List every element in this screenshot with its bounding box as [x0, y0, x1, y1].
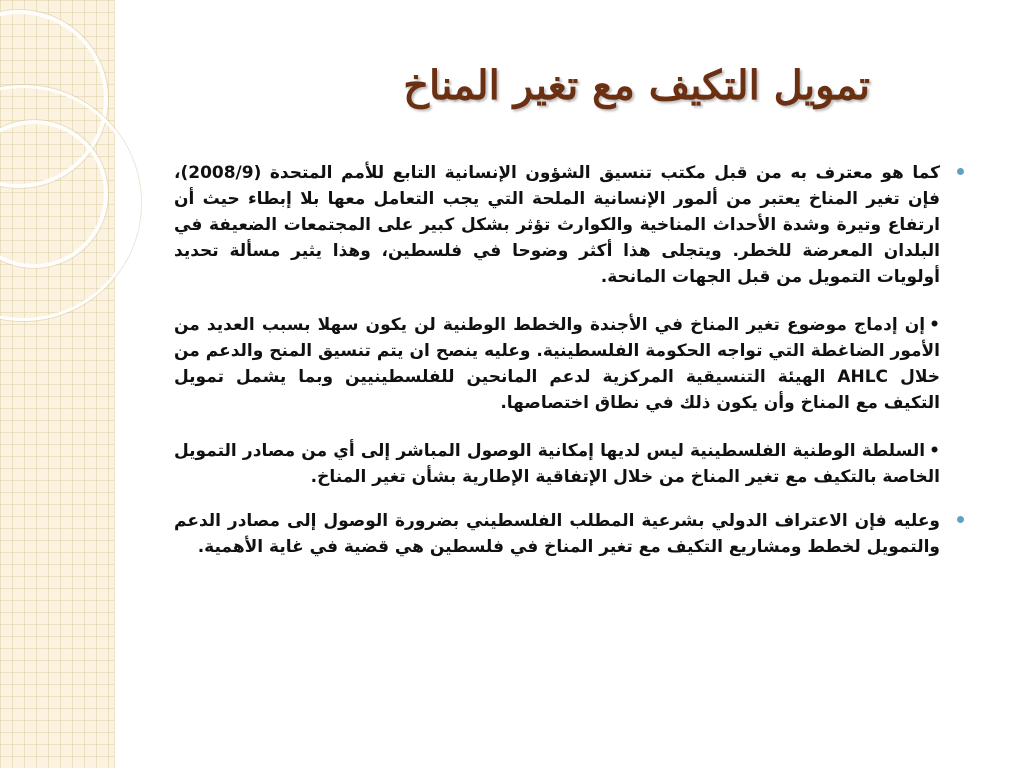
- bullet-dot-icon: [957, 168, 964, 175]
- bullet-paragraph-1: [168, 160, 968, 290]
- paragraph-text: كما هو معترف به من قبل مكتب تنسيق الشؤون الإنسانية التابع للأمم المتحدة (2008/9)، فإن تغير المناخ يعتبر من ألمور الإنسانية الملحة التي يجب التعامل معها بلا إبطاء حيث أن ارتفاع وتيرة وشدة الأحداث المناخية والكوارث تؤثر بشكل كبير على المجتمعات الضعيفة في البلدان المعرضة للخطر. ويتجلى هذا أكثر وضوحا في فلسطين، وهذا يثير مسألة تحديد أولويات التمويل من قبل الجهات المانحة.: [174, 163, 940, 287]
- slide-body: [168, 160, 968, 560]
- paragraph-text: وعليه فإن الاعتراف الدولي بشرعية المطلب الفلسطيني بضرورة الوصول إلى مصادر الدعم والتمويل لخطط ومشاريع التكيف مع تغير المناخ في فلسطين هي قضية في غاية الأهمية.: [174, 511, 940, 557]
- decorative-side-panel: [0, 0, 115, 768]
- inline-bullet-marker: •: [929, 315, 940, 335]
- bullet-paragraph-4: [168, 508, 968, 560]
- paragraph-text: السلطة الوطنية الفلسطينية ليس لديها إمكانية الوصول المباشر إلى أي من مصادر التمويل الخاصة بالتكيف مع تغير المناخ من خلال الإتفاقية الإطارية بشأن تغير المناخ.: [174, 441, 940, 487]
- paragraph-text: إن إدماج موضوع تغير المناخ في الأجندة والخطط الوطنية لن يكون سهلا بسبب العديد من الأمور الضاغطة التي تواجه الحكومة الفلسطينية. وعليه ينصح ان يتم تنسيق المنح والدعم من خلال AHLC الهيئة التنسيقية المركزية لدعم المانحين للفلسطينيين وبما يشمل تمويل التكيف مع المناخ وأن يكون ذلك في نطاق اختصاصها.: [174, 315, 940, 413]
- slide-title: تمويل التكيف مع تغير المناخ: [403, 62, 870, 109]
- decorative-ring: [0, 85, 141, 321]
- bullet-paragraph-2: [168, 312, 968, 416]
- bullet-dot-icon: [957, 516, 964, 523]
- bullet-paragraph-3: [168, 438, 968, 490]
- inline-bullet-marker: •: [929, 441, 940, 461]
